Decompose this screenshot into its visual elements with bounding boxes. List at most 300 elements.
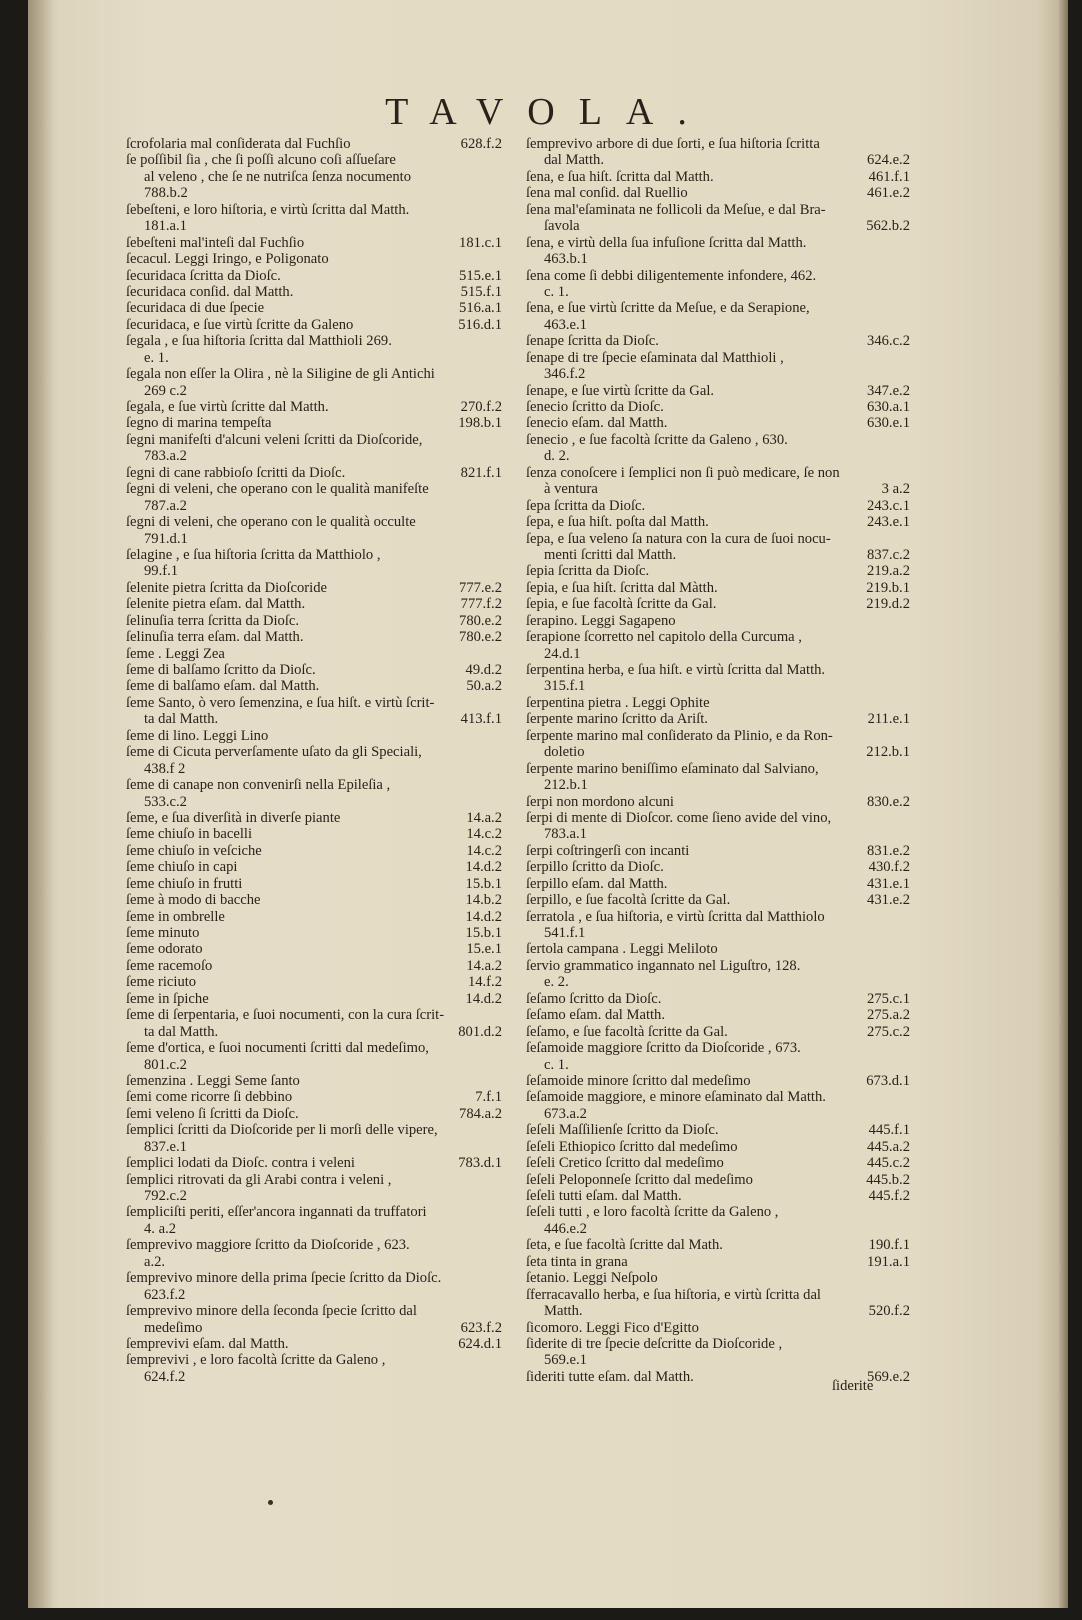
page-title: TAVOLA.: [385, 91, 711, 133]
entry-reference: 445.c.2: [867, 1155, 910, 1172]
entry-text: ſeme odorato: [126, 941, 203, 958]
index-entry: [126, 415, 502, 431]
index-entry: [126, 202, 502, 218]
entry-reference: 219.d.2: [866, 596, 910, 613]
index-entry: [526, 744, 910, 760]
index-entry: [526, 1106, 910, 1122]
index-entry: [526, 892, 910, 908]
entry-text: ſerpentina herba, e ſua hiſt. e virtù ſcritta dal Matth.: [526, 662, 826, 678]
entry-text: ſecuridaca ſcritta da Dioſc.: [126, 267, 281, 284]
entry-reference: 624.e.2: [867, 152, 910, 169]
index-entry: [526, 448, 910, 464]
entry-text: ſerpi non mordono alcuni: [526, 793, 674, 810]
index-entry: [126, 728, 502, 744]
index-entry: [126, 268, 502, 284]
entry-text: ſelenite pietra eſam. dal Matth.: [126, 596, 306, 613]
index-entry: [126, 629, 502, 645]
entry-reference: 780.e.2: [459, 629, 502, 646]
entry-text: 783.a.1: [544, 826, 587, 843]
entry-reference: 777.e.2: [459, 579, 502, 596]
entry-text: ſenecio ſcritto da Dioſc.: [526, 399, 664, 415]
entry-reference: 243.e.1: [867, 514, 910, 531]
entry-text: 624.f.2: [144, 1368, 186, 1385]
entry-reference: 275.c.1: [867, 990, 910, 1007]
index-entry: [526, 1024, 910, 1040]
entry-text: ſegala, e ſue virtù ſcritte dal Matth.: [126, 399, 329, 415]
index-entry: [526, 1139, 910, 1155]
index-entry: [126, 678, 502, 694]
entry-text: ſecacul. Leggi Iringo, e Poligonato: [126, 251, 329, 268]
entry-text: ſerapione ſcorretto nel capitolo della Curcuma ,: [526, 629, 802, 646]
entry-text: 533.c.2: [144, 793, 187, 810]
entry-text: 788.b.2: [144, 185, 188, 202]
index-entry: [526, 876, 910, 892]
entry-text: ſegni di veleni, che operano con le qualità manifeſte: [126, 481, 429, 498]
entry-text: ſemenzina . Leggi Seme ſanto: [126, 1072, 300, 1089]
entry-text: ſerpillo ſcritto da Dioſc.: [526, 859, 664, 876]
entry-text: ſeme di ſerpentaria, e ſuoi nocumenti, con la cura ſcrit-: [126, 1007, 445, 1024]
entry-text: 837.e.1: [144, 1138, 187, 1155]
index-entry: [126, 1040, 502, 1056]
entry-text: 801.c.2: [144, 1056, 187, 1073]
index-entry: [126, 1369, 502, 1385]
index-entry: [526, 152, 910, 168]
index-entry: [126, 1172, 502, 1188]
entry-text: ſebeſteni mal'inteſi dal Fuchſio: [126, 234, 305, 251]
entry-text: ſemprevivo arbore di due ſorti, e ſua hiſtoria ſcritta: [526, 136, 820, 152]
index-entry: [526, 1237, 910, 1253]
entry-text: ſeme, e ſua diverſità in diverſe piante: [126, 809, 341, 826]
entry-text: ſeſamo, e ſue facoltà ſcritte da Gal.: [526, 1023, 728, 1040]
entry-text: ſemplici ritrovati da gli Arabi contra i veleni ,: [126, 1171, 392, 1188]
entry-reference: 14.c.2: [466, 842, 502, 859]
entry-text: ſenecio eſam. dal Matth.: [526, 415, 668, 432]
index-entry: [526, 563, 910, 579]
entry-text: 315.f.1: [544, 678, 586, 695]
index-entry: [526, 1204, 910, 1220]
entry-text: ſelenite pietra ſcritta da Dioſcoride: [126, 579, 327, 596]
entry-text: ſeme riciuto: [126, 974, 197, 991]
entry-text: ſelinuſia terra eſam. dal Matth.: [126, 629, 304, 646]
index-entry: [126, 974, 502, 990]
entry-text: 673.a.2: [544, 1105, 587, 1122]
index-entry: [526, 1287, 910, 1303]
entry-text: ſerpillo eſam. dal Matth.: [526, 875, 668, 892]
entry-reference: 623.f.2: [460, 1319, 502, 1336]
entry-text: ſeme racemoſo: [126, 957, 213, 974]
index-entry: [526, 646, 910, 662]
entry-text: ſena, e ſue virtù ſcritte da Meſue, e da Serapione,: [526, 300, 810, 317]
entry-reference: 211.e.1: [867, 711, 910, 728]
index-entry: [526, 810, 910, 826]
index-entry: [126, 1188, 502, 1204]
index-entry: [126, 218, 502, 234]
entry-text: ſena, e virtù della ſua infuſione ſcritta dal Matth.: [526, 234, 807, 251]
entry-text: ſiderite di tre ſpecie deſcritte da Dioſcoride ,: [526, 1335, 783, 1352]
entry-reference: 445.a.2: [867, 1138, 910, 1155]
entry-text: ſeſamo eſam. dal Matth.: [526, 1007, 666, 1024]
entry-reference: 14.a.2: [466, 809, 502, 826]
index-entry: [126, 1221, 502, 1237]
index-entry: [526, 1172, 910, 1188]
index-entry: [126, 1089, 502, 1105]
entry-reference: 190.f.1: [868, 1237, 910, 1254]
index-entry: [526, 909, 910, 925]
entry-text: ſeme di balſamo ſcritto da Dioſc.: [126, 662, 316, 678]
index-entry: [526, 678, 910, 694]
index-entry: [126, 810, 502, 826]
entry-text: ſegala , e ſua hiſtoria ſcritta dal Matthioli 269.: [126, 333, 392, 350]
index-entry: [526, 629, 910, 645]
entry-reference: 275.a.2: [867, 1007, 910, 1024]
entry-text: Matth.: [544, 1303, 583, 1320]
index-entry: [126, 958, 502, 974]
entry-text: ſerpi coſtringerſi con incanti: [526, 842, 690, 859]
entry-text: ſertola campana . Leggi Meliloto: [526, 941, 718, 958]
entry-text: d. 2.: [544, 448, 570, 465]
entry-reference: 431.e.2: [867, 892, 910, 909]
index-entry: [126, 925, 502, 941]
entry-reference: 14.a.2: [466, 957, 502, 974]
index-entry: [526, 728, 910, 744]
index-entry: [526, 465, 910, 481]
entry-text: 792.c.2: [144, 1188, 187, 1204]
index-entry: [126, 711, 502, 727]
entry-text: ſena mal conſid. dal Ruellio: [526, 185, 688, 202]
index-entry: [126, 284, 502, 300]
entry-reference: 431.e.1: [867, 875, 910, 892]
entry-text: 569.e.1: [544, 1352, 587, 1369]
entry-reference: 14.d.2: [465, 908, 502, 925]
index-entry: [126, 547, 502, 563]
index-entry: [126, 777, 502, 793]
entry-reference: 445.f.1: [868, 1122, 910, 1139]
index-entry: [126, 843, 502, 859]
entry-text: ſeme chiuſo in bacelli: [126, 826, 253, 843]
entry-text: c. 1.: [544, 283, 569, 300]
entry-reference: 628.f.2: [460, 136, 502, 152]
entry-reference: 830.e.2: [867, 793, 910, 810]
entry-reference: 516.a.1: [459, 300, 502, 317]
entry-reference: 445.f.2: [868, 1188, 910, 1204]
index-entry: [526, 415, 910, 431]
entry-text: ſeme di canape non convenirſi nella Epileſia ,: [126, 777, 391, 794]
entry-text: ſerpente marino ſcritto da Ariſt.: [526, 711, 708, 728]
entry-text: ſeſeli Cretico ſcritto dal medeſimo: [526, 1155, 724, 1172]
entry-text: ſepa ſcritta da Dioſc.: [526, 497, 646, 514]
index-entry: [526, 1270, 910, 1286]
index-entry: [126, 662, 502, 678]
entry-text: ſeſamo ſcritto da Dioſc.: [526, 990, 662, 1007]
index-entry: [126, 1336, 502, 1352]
index-entry: [126, 892, 502, 908]
index-entry: [126, 1352, 502, 1368]
entry-text: ſemprevivo minore della prima ſpecie ſcritto da Dioſc.: [126, 1270, 442, 1287]
entry-text: ſeſeli Maſſilienſe ſcritto da Dioſc.: [526, 1122, 719, 1139]
entry-text: ſeme di Cicuta perverſamente uſato da gli Speciali,: [126, 744, 422, 761]
entry-reference: 219.b.1: [866, 579, 910, 596]
entry-reference: 15.b.1: [465, 925, 502, 941]
entry-text: ſeme à modo di bacche: [126, 892, 261, 909]
index-entry: [126, 794, 502, 810]
index-entry: [526, 1336, 910, 1352]
index-entry: [126, 646, 502, 662]
entry-text: 783.a.2: [144, 448, 187, 465]
entry-text: ſeme di lino. Leggi Lino: [126, 727, 269, 744]
index-entry: [526, 350, 910, 366]
index-entry: [126, 432, 502, 448]
entry-text: ſemi come ricorre ſi debbino: [126, 1089, 293, 1106]
entry-reference: 14.c.2: [466, 826, 502, 843]
ink-spot: [268, 1500, 273, 1505]
index-entry: [526, 366, 910, 382]
index-entry: [126, 1139, 502, 1155]
index-entry: [526, 925, 910, 941]
entry-text: ſeſamoide minore ſcritto dal medeſimo: [526, 1072, 751, 1089]
entry-text: ſemplici lodati da Dioſc. contra i veleni: [126, 1155, 355, 1172]
index-entry: [526, 859, 910, 875]
entry-text: ſeſeli tutti eſam. dal Matth.: [526, 1188, 682, 1204]
index-entry: [126, 991, 502, 1007]
entry-reference: 630.e.1: [867, 415, 910, 432]
index-entry: [526, 547, 910, 563]
entry-text: ſeſeli tutti , e loro facoltà ſcritte da Galeno ,: [526, 1204, 779, 1221]
entry-text: ſemprevivi eſam. dal Matth.: [126, 1335, 289, 1352]
entry-text: ſegno di marina tempeſta: [126, 415, 272, 432]
index-entry: [126, 1155, 502, 1171]
entry-text: ſerpillo, e ſue facoltà ſcritte da Gal.: [526, 892, 731, 909]
entry-text: ſeme di balſamo eſam. dal Matth.: [126, 678, 320, 695]
index-entry: [126, 596, 502, 612]
entry-reference: 49.d.2: [465, 662, 502, 678]
index-entry: [526, 333, 910, 349]
index-entry: [126, 876, 502, 892]
entry-text: 269 c.2: [144, 382, 187, 399]
entry-reference: 347.e.2: [867, 382, 910, 399]
index-entry: [526, 941, 910, 957]
index-entry: [526, 596, 910, 612]
index-entry: [526, 580, 910, 596]
entry-text: ſepa, e ſua veleno ſa natura con la cura de ſuoi nocu-: [526, 530, 831, 547]
index-entry: [126, 1024, 502, 1040]
entry-reference: 191.a.1: [867, 1253, 910, 1270]
index-entry: [526, 235, 910, 251]
entry-text: ſenza conoſcere i ſemplici non ſi può medicare, ſe non: [526, 464, 840, 481]
entry-reference: 346.c.2: [867, 333, 910, 350]
index-entry: [526, 1254, 910, 1270]
index-entry: [526, 481, 910, 497]
entry-reference: 516.d.1: [458, 316, 502, 333]
entry-text: ſeſamoide maggiore ſcritto da Dioſcoride , 673.: [526, 1040, 801, 1057]
entry-text: ſelagine , e ſua hiſtoria ſcritta da Matthiolo ,: [126, 546, 381, 563]
index-entry: [526, 202, 910, 218]
index-entry: [126, 366, 502, 382]
entry-reference: 15.e.1: [466, 941, 502, 958]
index-entry: [126, 251, 502, 267]
index-entry: [126, 514, 502, 530]
entry-text: 4. a.2: [144, 1220, 177, 1237]
index-entry: [526, 711, 910, 727]
entry-reference: 630.a.1: [867, 399, 910, 415]
index-entry: [126, 317, 502, 333]
entry-reference: 198.b.1: [458, 415, 502, 432]
index-entry: [126, 1106, 502, 1122]
index-entry: [126, 531, 502, 547]
entry-reference: 461.e.2: [867, 185, 910, 202]
index-entry: [526, 991, 910, 1007]
entry-text: à ventura: [544, 481, 598, 498]
index-entry: [526, 794, 910, 810]
entry-text: ſepa, e ſua hiſt. poſta dal Matth.: [526, 514, 709, 531]
index-entry: [526, 974, 910, 990]
index-entry: [126, 1057, 502, 1073]
entry-text: ſelinuſia terra ſcritta da Dioſc.: [126, 612, 300, 629]
entry-reference: 515.f.1: [460, 283, 502, 300]
entry-text: ta dal Matth.: [144, 1023, 219, 1040]
index-entry: [126, 695, 502, 711]
entry-text: ſeme minuto: [126, 925, 200, 941]
entry-reference: 7.f.1: [475, 1089, 502, 1106]
index-entry: [126, 399, 502, 415]
entry-text: ſerapino. Leggi Sagapeno: [526, 612, 676, 629]
index-entry: [526, 1122, 910, 1138]
index-entry: [126, 481, 502, 497]
entry-text: ſemprevivo maggiore ſcritto da Dioſcoride , 623.: [126, 1237, 410, 1254]
entry-reference: 243.c.1: [867, 497, 910, 514]
index-entry: [526, 300, 910, 316]
entry-text: 438.f 2: [144, 760, 186, 777]
index-entry: [126, 826, 502, 842]
entry-reference: 50.a.2: [466, 678, 502, 695]
index-column-right: [526, 136, 910, 1385]
entry-text: ſeme d'ortica, e ſuoi nocumenti ſcritti dal medeſimo,: [126, 1040, 429, 1057]
index-entry: [526, 1089, 910, 1105]
entry-text: ſenape, e ſue virtù ſcritte da Gal.: [526, 382, 715, 399]
book-page: [28, 0, 1068, 1608]
entry-text: ſeta, e ſue facoltà ſcritte dal Math.: [526, 1237, 723, 1254]
entry-text: ſepia, e ſue facoltà ſcritte da Gal.: [526, 596, 717, 613]
entry-text: ſeme chiuſo in capi: [126, 859, 238, 876]
entry-text: ſeme Santo, ò vero ſemenzina, e ſua hiſt. e virtù ſcrit-: [126, 694, 435, 711]
entry-text: ſebeſteni, e loro hiſtoria, e virtù ſcritta dal Matth.: [126, 201, 410, 218]
entry-reference: 831.e.2: [867, 842, 910, 859]
index-entry: [126, 1073, 502, 1089]
index-entry: [126, 1270, 502, 1286]
index-entry: [126, 941, 502, 957]
entry-text: ſeſeli Ethiopico ſcritto dal medeſimo: [526, 1138, 738, 1155]
index-entry: [126, 185, 502, 201]
index-entry: [126, 136, 502, 152]
entry-text: ſicomoro. Leggi Fico d'Egitto: [526, 1319, 699, 1336]
entry-reference: 14.d.2: [465, 859, 502, 876]
index-entry: [526, 1073, 910, 1089]
entry-reference: 219.a.2: [867, 563, 910, 580]
entry-text: 791.d.1: [144, 530, 188, 547]
index-entry: [126, 1320, 502, 1336]
entry-reference: 413.f.1: [460, 711, 502, 728]
entry-text: ſeme . Leggi Zea: [126, 645, 225, 662]
index-entry: [126, 1204, 502, 1220]
index-entry: [126, 300, 502, 316]
entry-reference: 780.e.2: [459, 612, 502, 629]
entry-text: ſerratola , e ſua hiſtoria, e virtù ſcritta dal Matthiolo: [526, 908, 825, 925]
index-entry: [526, 268, 910, 284]
entry-text: ſemprevivi , e loro facoltà ſcritte da Galeno ,: [126, 1352, 386, 1369]
entry-text: 463.e.1: [544, 316, 587, 333]
entry-text: ſeta tinta in grana: [526, 1253, 628, 1270]
index-entry: [526, 514, 910, 530]
entry-reference: 562.b.2: [866, 218, 910, 235]
entry-text: c. 1.: [544, 1056, 569, 1073]
entry-reference: 14.b.2: [465, 892, 502, 909]
entry-text: menti ſcritti dal Matth.: [544, 546, 677, 563]
index-entry: [526, 1188, 910, 1204]
index-entry: [126, 563, 502, 579]
entry-text: ſemi veleno ſi ſcritti da Dioſc.: [126, 1105, 299, 1122]
entry-text: ſetanio. Leggi Neſpolo: [526, 1270, 658, 1287]
entry-text: e. 2.: [544, 974, 569, 991]
entry-text: ſferracavallo herba, e ſua hiſtoria, e virtù ſcritta dal: [526, 1286, 821, 1303]
entry-text: ſemprevivo minore della ſeconda ſpecie ſcritto dal: [126, 1303, 417, 1320]
entry-text: ſepia ſcritta da Dioſc.: [526, 563, 650, 580]
entry-reference: 777.f.2: [460, 596, 502, 613]
entry-text: ſeſamoide maggiore, e minore eſaminato dal Matth.: [526, 1089, 826, 1106]
index-entry: [526, 1007, 910, 1023]
entry-text: 463.b.1: [544, 251, 588, 268]
entry-text: ſecuridaca conſid. dal Matth.: [126, 283, 294, 300]
index-entry: [526, 1040, 910, 1056]
index-entry: [526, 958, 910, 974]
index-entry: [526, 1303, 910, 1319]
entry-text: 541.f.1: [544, 925, 586, 941]
entry-text: ſeme chiuſo in veſciche: [126, 842, 262, 859]
index-entry: [126, 613, 502, 629]
entry-reference: 3 a.2: [881, 481, 910, 498]
entry-text: ſecuridaca, e ſue virtù ſcritte da Galeno: [126, 316, 354, 333]
index-entry: [526, 761, 910, 777]
entry-text: ſeme in ſpiche: [126, 990, 209, 1007]
entry-text: e. 1.: [144, 349, 169, 366]
entry-reference: 837.c.2: [867, 546, 910, 563]
catchword: ſiderite: [832, 1378, 874, 1394]
entry-text: 623.f.2: [144, 1286, 186, 1303]
entry-text: ſena, e ſua hiſt. ſcritta dal Matth.: [526, 168, 714, 185]
index-entry: [126, 1237, 502, 1253]
entry-reference: 784.a.2: [459, 1105, 502, 1122]
entry-text: 181.a.1: [144, 218, 187, 235]
index-entry: [126, 448, 502, 464]
index-entry: [126, 235, 502, 251]
entry-text: ſeme in ombrelle: [126, 908, 225, 925]
index-entry: [526, 695, 910, 711]
index-entry: [526, 169, 910, 185]
index-entry: [526, 185, 910, 201]
entry-text: ſenecio , e ſue facoltà ſcritte da Galeno , 630.: [526, 431, 788, 448]
entry-text: ſenape di tre ſpecie eſaminata dal Matthioli ,: [526, 349, 784, 366]
entry-reference: 14.f.2: [467, 974, 502, 991]
index-entry: [526, 613, 910, 629]
index-entry: [526, 1352, 910, 1368]
index-entry: [526, 432, 910, 448]
entry-text: ſervio grammatico ingannato nel Liguſtro, 128.: [526, 957, 801, 974]
index-entry: [526, 498, 910, 514]
entry-text: ſeme chiuſo in frutti: [126, 875, 243, 892]
index-entry: [526, 1320, 910, 1336]
entry-text: ſemplici ſcritti da Dioſcoride per li morſi delle vipere,: [126, 1122, 438, 1139]
entry-text: ſerpi di mente di Dioſcor. come ſieno avide del vino,: [526, 809, 832, 826]
index-entry: [126, 169, 502, 185]
entry-text: ſe poſſibil ſia , che ſi poſſi alcuno coſi aſſueſare: [126, 152, 396, 169]
